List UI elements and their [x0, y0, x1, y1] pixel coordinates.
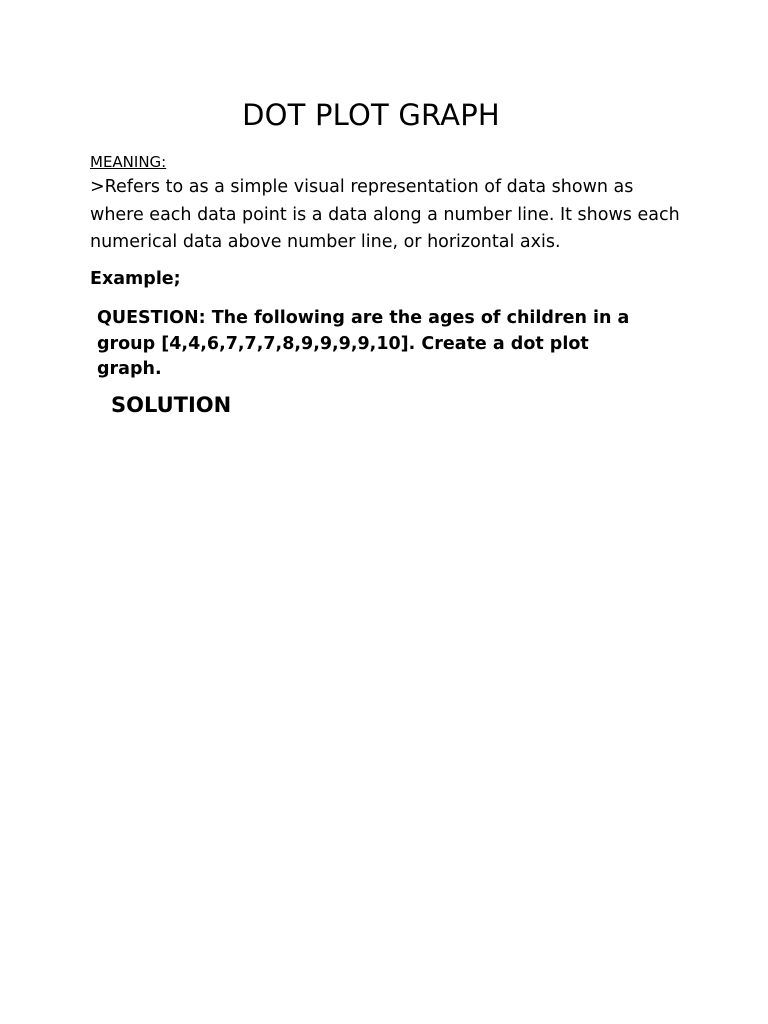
meaning-heading: MEANING:	[90, 153, 167, 171]
question-paragraph: QUESTION: The following are the ages of children in a group [4,4,6,7,7,7,8,9,9,9,9,10]. Create a dot plot graph.	[97, 308, 630, 379]
page-title: DOT PLOT GRAPH	[242, 98, 500, 132]
meaning-paragraph: >Refers to as a simple visual representation of data shown as where each data point is a data along a number line. It shows each numerical data above number line, or horizontal axis.	[90, 177, 680, 252]
example-heading: Example;	[90, 269, 181, 289]
solution-heading: SOLUTION	[111, 393, 232, 417]
